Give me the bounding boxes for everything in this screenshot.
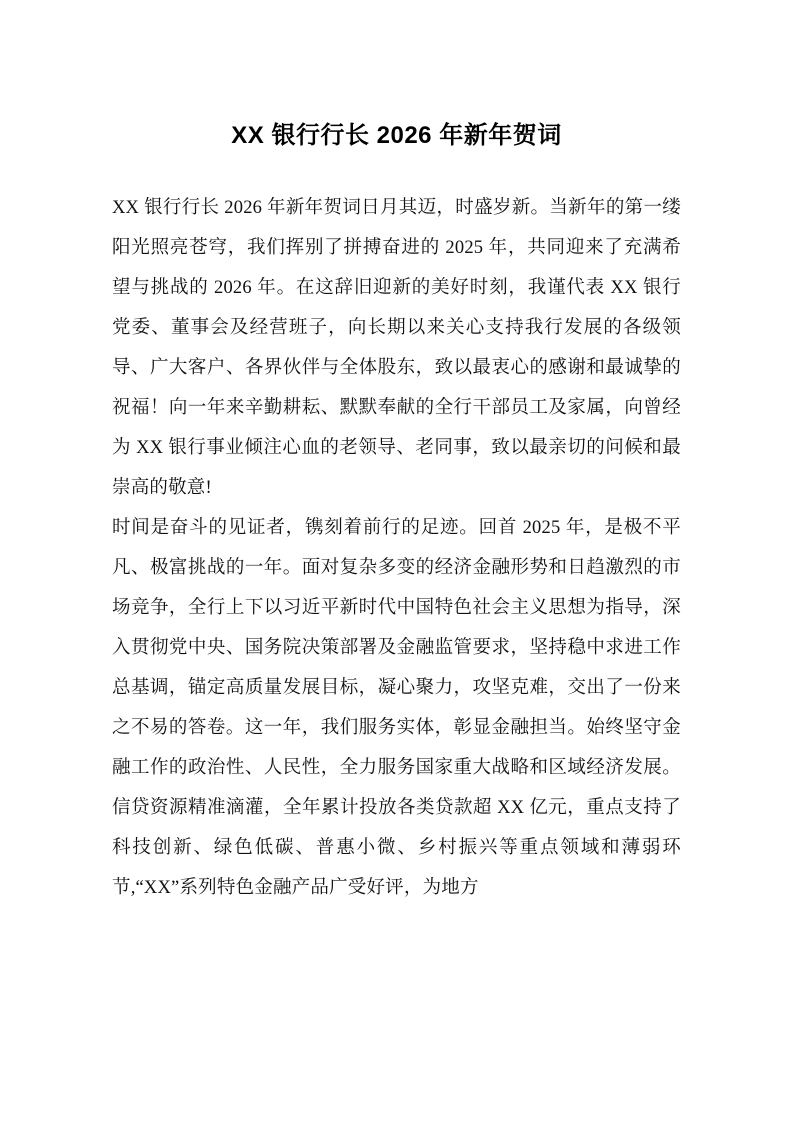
- paragraph-2: 时间是奋斗的见证者，镌刻着前行的足迹。回首 2025 年，是极不平凡、极富挑战的一年。面对复杂多变的经济金融形势和日趋激烈的市场竞争，全行上下以习近平新时代中国特色社会主义思想为指导，深入贯彻党中央、国务院决策部署及金融监管要求，坚持稳中求进工作总基调，锚定高质量发展目标，凝心聚力，攻坚克难，交出了一份来之不易的答卷。这一年，我们服务实体，彰显金融担当。始终坚守金融工作的政治性、人民性，全力服务国家重大战略和区域经济发展。信贷资源精准滴灌，全年累计投放各类贷款超 XX 亿元，重点支持了科技创新、绿色低碳、普惠小微、乡村振兴等重点领域和薄弱环节,“XX”系列特色金融产品广受好评，为地方: [112, 518, 681, 898]
- paragraph-1: XX 银行行长 2026 年新年贺词日月其迈，时盛岁新。当新年的第一缕阳光照亮苍穹，我们挥别了拼搏奋进的 2025 年，共同迎来了充满希望与挑战的 2026 年。在这辞旧迎新的美好时刻，我谨代表 XX 银行党委、董事会及经营班子，向长期以来关心支持我行发展的各级领导、广大客户、各界伙伴与全体股东，致以最衷心的感谢和最诚挚的祝福！向一年来辛勤耕耘、默默奉献的全行干部员工及家属，向曾经为 XX 银行事业倾注心血的老领导、老同事，致以最亲切的问候和最崇高的敬意!: [112, 198, 681, 498]
- page-title: XX 银行行长 2026 年新年贺词: [231, 122, 562, 149]
